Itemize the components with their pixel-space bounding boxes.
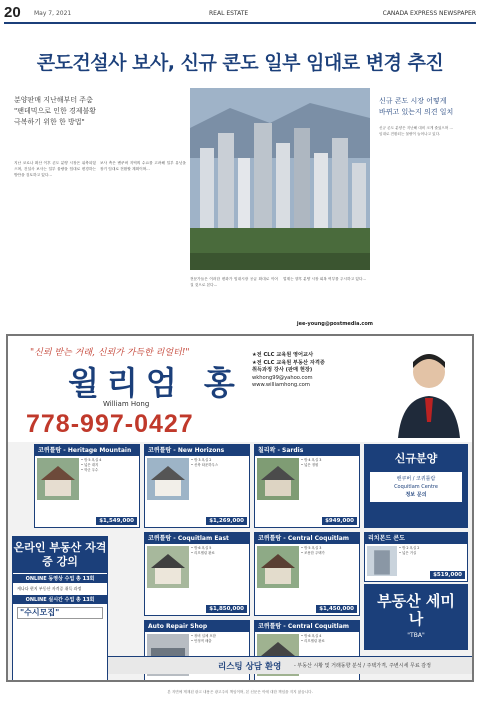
new-sale-tag: 정보 문의 [405, 492, 427, 498]
listing-description: • 방 6 욕실 4 • 리모델링 완료 [301, 634, 325, 643]
page-number: 20 [4, 4, 21, 21]
house-photo [37, 458, 79, 500]
online-course-box [17, 607, 103, 619]
article-column-3: 전문가들은 이러한 변화가 임대시장 공급 확대로 이어질 것으로 본다... [190, 277, 278, 287]
listing-card[interactable] [364, 532, 468, 582]
listing-title: 코퀴틀람 - Coquitlam East [145, 533, 249, 544]
listing-title: 코퀴틀람 - Central Coquitlam [255, 533, 359, 544]
article-subhead [14, 95, 174, 128]
listing-description: • 방 2 욕실 2 • 넓은 거실 [399, 546, 420, 555]
listing-description: • 방 6 욕실 5 • 리모델링 완료 [191, 546, 215, 555]
online-course-desc: 캐나다 현지 부동산 자격증 취득 과정 [17, 586, 82, 591]
listing-description: • 방 5 욕실 4 • 넓은 대지 • 학군 우수 [81, 458, 102, 472]
listing-title: 리치몬드 콘도 [365, 533, 467, 544]
credential-line: ★전 CLC 교육원 영어교사 [252, 352, 314, 358]
listing-title: 코퀴틀람 - Heritage Mountain [35, 445, 139, 456]
article-headline: 콘도건설사 보사, 신규 콘도 일부 임대로 변경 추진 [36, 52, 444, 74]
listing-price: $1,450,000 [316, 605, 357, 613]
realtor-website[interactable]: www.williamhong.com [252, 382, 310, 388]
house-photo [147, 458, 189, 500]
realtor-portrait [392, 342, 466, 438]
listing-card[interactable] [144, 444, 250, 528]
consultation-sub: - 부동산 시황 및 거래동향 분석 / 주택가격, 주변시세 무료 감정 [294, 663, 431, 669]
article-column-4: 업계는 향후 분양 시장 회복 여부를 주시하고 있다... [283, 277, 366, 281]
sidebar-box [379, 96, 473, 137]
page-footer: 본 지면에 게재된 광고 내용은 광고주의 책임이며, 본 신문은 이에 대한 책임을 지지 않습니다. [167, 690, 313, 694]
seminar-box[interactable] [364, 584, 468, 650]
sidebar-body: 신규 콘도 분양은 지난해 대비 크게 줄었으며 ... 임대로 전환되는 물량이 늘어나고 있다. [379, 126, 453, 136]
realtor-advertisement [6, 334, 474, 682]
new-sale-box[interactable] [364, 444, 468, 528]
listing-card[interactable] [34, 444, 140, 528]
new-sale-project: 밴쿠버 / 코퀴틀람 [396, 476, 436, 482]
online-course-video: ONLINE 동영상 수업 총 13회 [13, 574, 107, 583]
listing-price: $949,000 [322, 517, 357, 525]
listing-title: Auto Repair Shop [145, 621, 249, 632]
article-column-2: 보사 측은 밴쿠버 지역의 수요를 고려해 일부 유닛을 장기 임대로 전환할 계획이며... [100, 161, 188, 171]
house-photo [257, 458, 299, 500]
subhead-line: "팬데믹으로 인한 경제불황 [14, 107, 97, 115]
listing-description: • 방 3 욕실 2 • 신축 타운하우스 [191, 458, 219, 467]
issue-date: May 7, 2021 [34, 10, 72, 17]
section-name: REAL ESTATE [209, 10, 249, 17]
ad-header [8, 336, 472, 442]
article-column-1: 지난 코로나 확산 이후 콘도 분양 시장은 위축되었으며, 건설사 보사는 일부 물량을 임대로 변경하는 방안을 검토하고 있다... [14, 161, 98, 177]
online-course-live: ONLINE 실시간 수업 총 13회 [13, 595, 107, 604]
listing-price: $1,269,000 [206, 517, 247, 525]
author-email[interactable]: jee-young@postmedia.com [296, 321, 373, 327]
realtor-name-english: William Hong [103, 400, 150, 408]
listing-price: $1,850,000 [206, 605, 247, 613]
listing-card[interactable] [254, 444, 360, 528]
page-header [4, 4, 476, 24]
listing-price: $519,000 [430, 571, 465, 579]
listing-title: 코퀴틀람 - New Horizons [145, 445, 249, 456]
new-sale-info: Coquitlam Centre [394, 484, 438, 490]
listing-description: • 방 5 욕실 3 • 조용한 주택가 [301, 546, 325, 555]
sidebar-title-line: 바뀌고 있는지 의견 일치 [379, 108, 454, 116]
seminar-date: "TBA" [407, 632, 425, 639]
listing-description: • 장비 일체 포함 • 안정적 매출 [191, 634, 216, 643]
subhead-line: 분양판매 지난해부터 주춤 [14, 96, 93, 104]
online-course-reward: "수시모집" [20, 608, 60, 617]
listing-description: • 방 4 욕실 3 • 넓은 정원 [301, 458, 322, 467]
condo-photo [367, 546, 397, 576]
sidebar-title [379, 96, 473, 118]
credential-line: ★전 CLC 교육원 부동산 자격증 [252, 359, 325, 366]
listing-title: 코퀴틀람 - Central Coquitlam [255, 621, 359, 632]
seminar-title: 부동산 세미나 [377, 592, 455, 628]
realtor-credentials [252, 352, 372, 390]
consultation-label: 리스팅 상담 환영 [218, 662, 282, 672]
realtor-email[interactable]: wkhong99@yahoo.com [252, 374, 313, 381]
realtor-name-korean: 윌리엄 홍 [68, 364, 243, 402]
listing-title: 칠리왁 - Sardis [255, 445, 359, 456]
online-course-title: 온라인 부동산 자격증 강의 [13, 537, 107, 573]
credential-line: 취득과정 강사 (판매 현장) [252, 367, 313, 373]
online-course-panel[interactable] [12, 536, 108, 682]
listing-card[interactable] [144, 532, 250, 616]
consultation-bar[interactable] [108, 656, 472, 674]
ad-slogan: "신뢰 받는 거래, 신뢰가 가득한 리얼터!" [30, 348, 190, 358]
realtor-phone[interactable]: 778-997-0427 [26, 410, 194, 438]
city-skyline-photo [190, 88, 370, 270]
listing-card[interactable] [254, 532, 360, 616]
new-sale-title: 신규분양 [394, 452, 438, 465]
listing-price: $1,549,000 [96, 517, 137, 525]
house-photo [147, 546, 189, 588]
house-photo [257, 546, 299, 588]
subhead-line: 극복하기 위한 한 방법" [14, 118, 85, 126]
newspaper-name: CANADA EXPRESS NEWSPAPER [382, 10, 476, 17]
sidebar-title-line: 신규 콘도 시장 어떻게 [379, 97, 447, 105]
